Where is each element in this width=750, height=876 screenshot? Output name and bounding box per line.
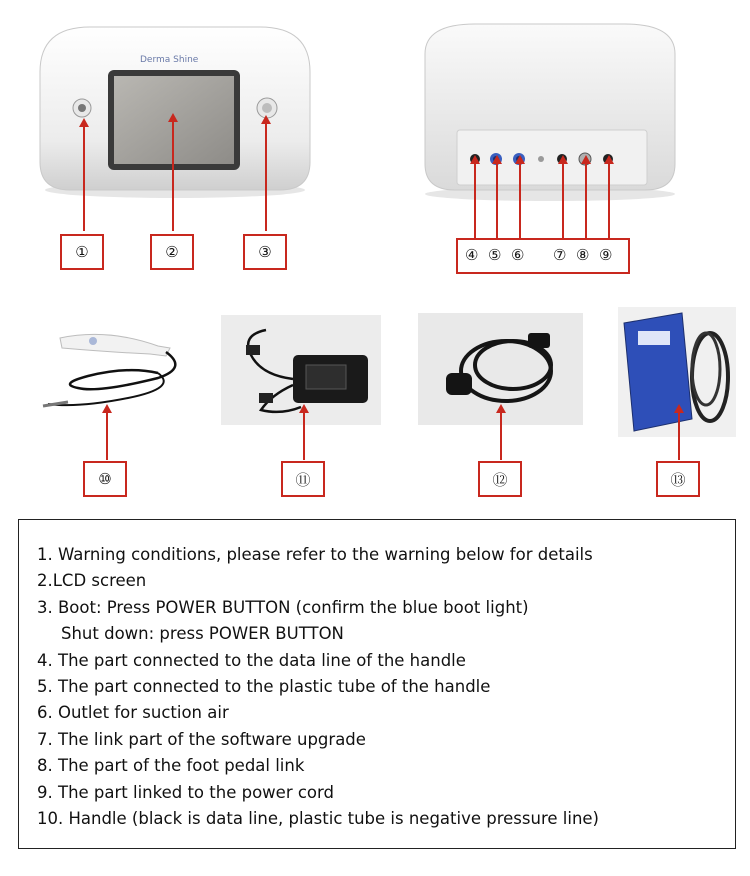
callout-13: ⑬ [656,461,700,497]
handle-accessory-photo [38,318,198,418]
callout-4: ④ [465,246,479,264]
legend-item-1: 1. Warning conditions, please refer to the warning below for details [37,545,593,564]
callout-3: ③ [243,234,287,270]
legend-item-10: 10. Handle (black is data line, plastic tube is negative pressure line) [37,809,599,829]
callout-12: ⑫ [478,461,522,497]
legend-item-2: 2.LCD screen [37,571,147,591]
legend-item-8: 8. The part of the foot pedal link [37,756,305,776]
legend-item-3: 3. Boot: Press POWER BUTTON (confirm the blue boot light) [37,597,529,617]
callout-5: ⑤ [488,246,502,264]
callout-9: ⑨ [599,246,613,264]
callout-1: ① [60,234,104,270]
brand-label: Derma Shine [140,55,199,65]
legend-item-3-shutdown: Shut down: press POWER BUTTON [61,624,344,644]
legend-box [18,519,736,849]
device-front-photo [30,12,320,202]
foot-pedal-photo [618,307,736,437]
callout-2: ② [150,234,194,270]
legend-item-5: 5. The part connected to the plastic tube of the handle [37,677,491,697]
legend-item-6: 6. Outlet for suction air [37,703,229,723]
legend-item-7: 7. The link part of the software upgrade [37,729,366,749]
device-back-photo [405,14,695,204]
callout-6: ⑥ [511,246,525,264]
callout-7: ⑦ [553,246,567,264]
legend-item-9: 9. The part linked to the power cord [37,782,334,802]
callout-10: ⑩ [83,461,127,497]
legend-item-4: 4. The part connected to the data line of the handle [37,650,466,670]
callout-11: ⑪ [281,461,325,497]
callout-8: ⑧ [576,246,590,264]
